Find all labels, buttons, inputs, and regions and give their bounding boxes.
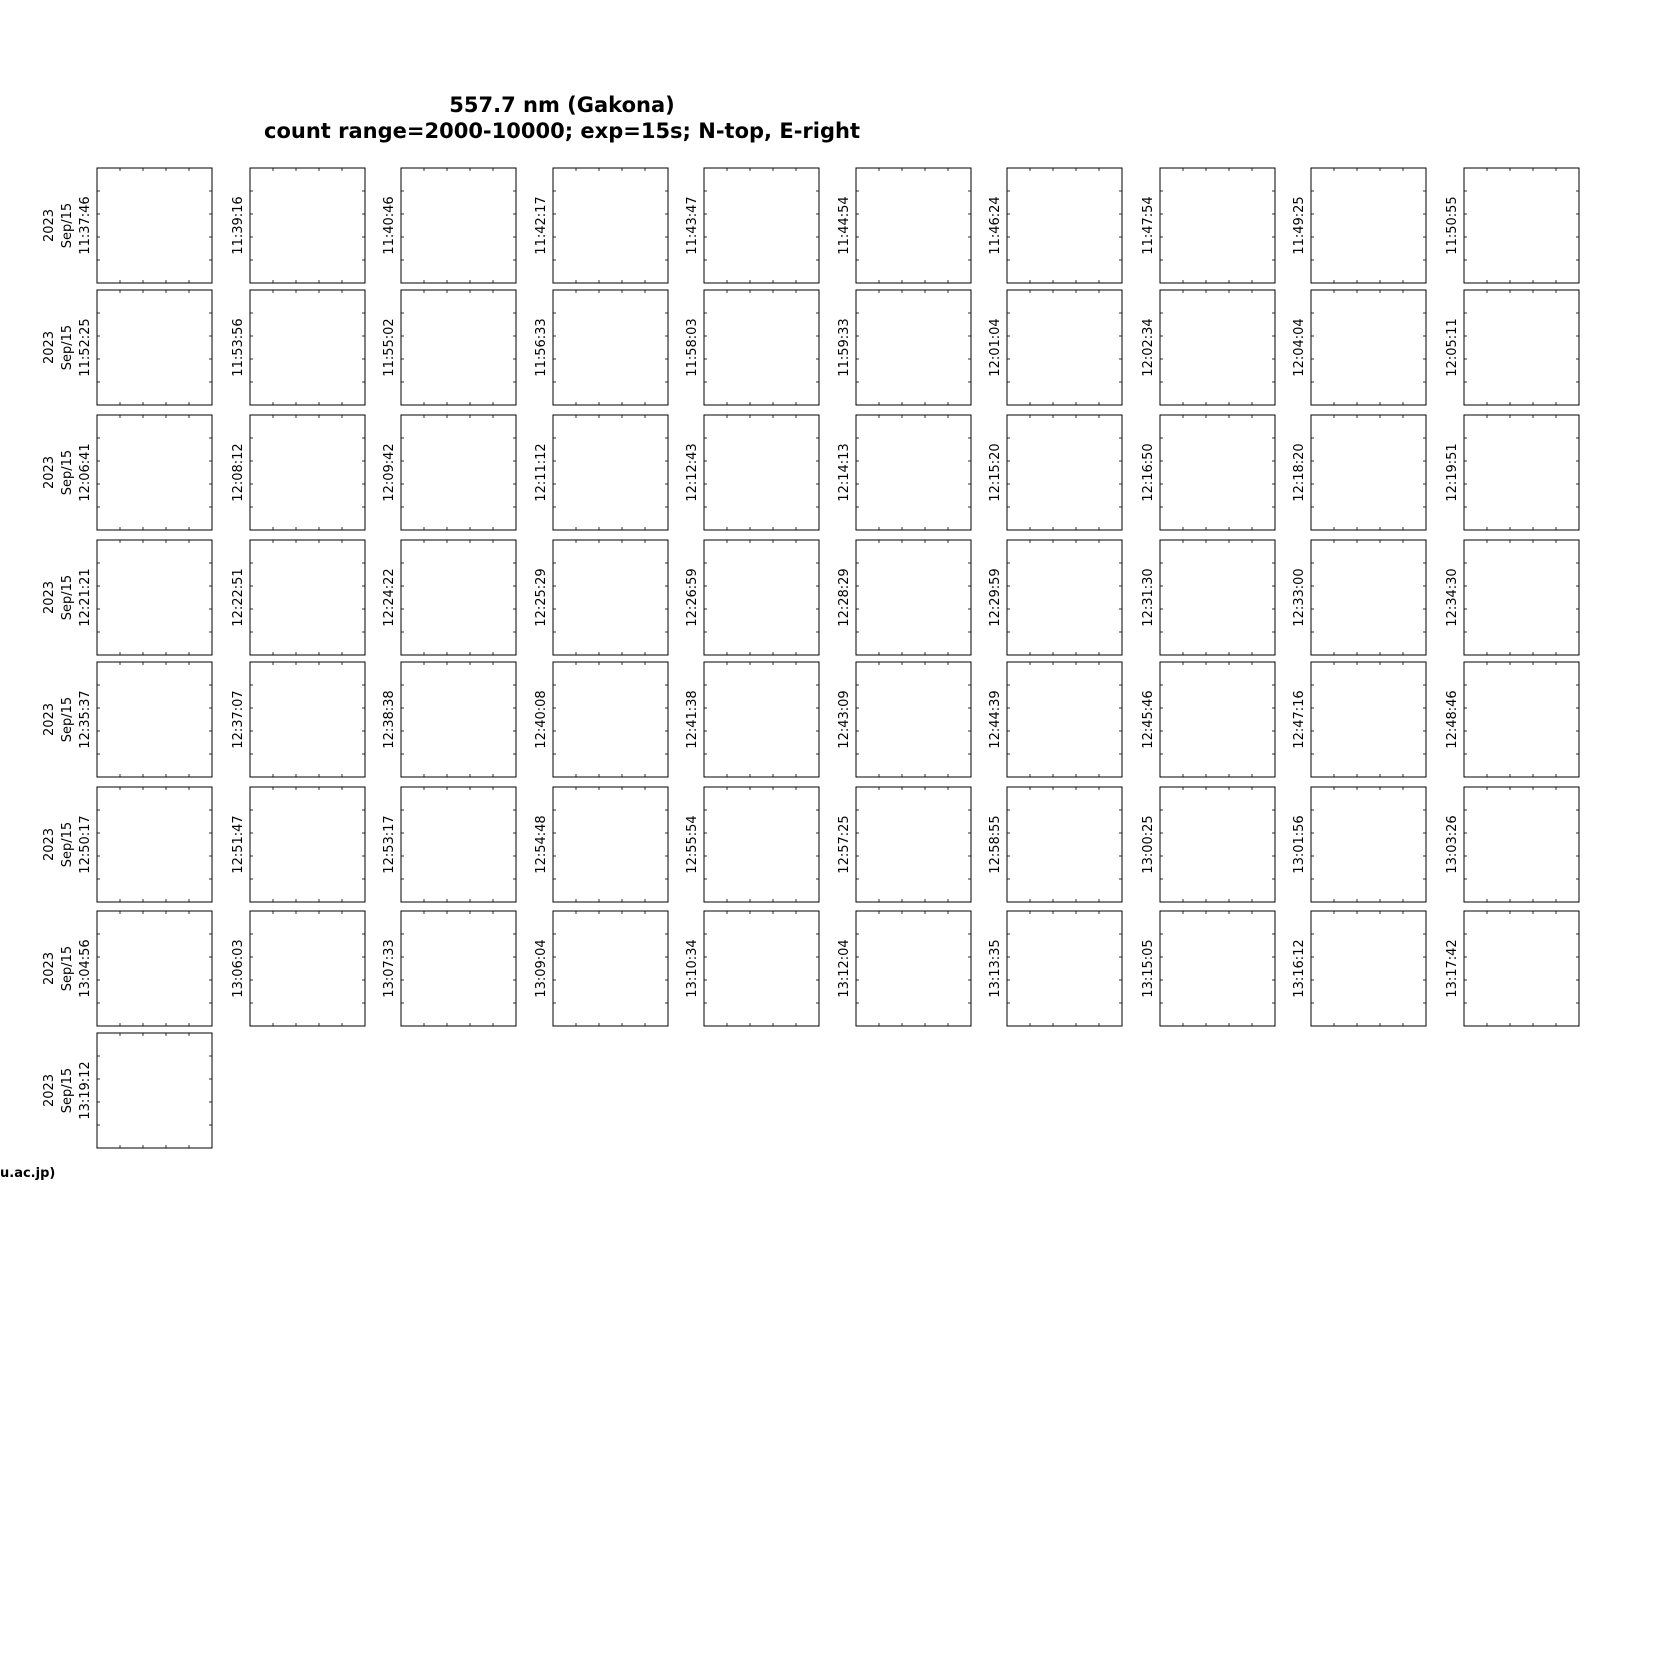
panel-frame	[401, 787, 516, 902]
panel-time-label: 11:43:47	[685, 196, 700, 255]
panel-frame	[250, 787, 365, 902]
image-panel	[1141, 911, 1275, 1026]
image-panel	[837, 540, 971, 655]
panel-time-label: 12:45:46	[1141, 690, 1156, 749]
image-panel	[685, 290, 819, 405]
image-panel	[42, 787, 212, 902]
image-panel	[231, 415, 365, 530]
image-panel	[685, 911, 819, 1026]
panel-time-label: 11:59:33	[837, 318, 852, 377]
panel-time-label: 11:40:46	[382, 196, 397, 255]
image-panel	[1445, 911, 1579, 1026]
panel-time-label: 11:47:54	[1141, 196, 1156, 255]
panel-time-label: 13:17:42	[1445, 939, 1460, 998]
image-panel	[1292, 787, 1426, 902]
image-panel	[231, 290, 365, 405]
panel-frame	[553, 662, 668, 777]
image-panel	[1445, 540, 1579, 655]
panel-date-label: Sep/15	[60, 324, 75, 371]
panel-frame	[401, 415, 516, 530]
image-panel	[837, 787, 971, 902]
image-panel	[1141, 662, 1275, 777]
panel-time-label: 12:15:20	[988, 443, 1003, 502]
panel-time-label: 11:49:25	[1292, 196, 1307, 255]
panel-frame	[704, 662, 819, 777]
panel-time-label: 12:35:37	[78, 690, 93, 749]
panel-frame	[401, 540, 516, 655]
image-panel	[988, 787, 1122, 902]
panel-time-label: 13:00:25	[1141, 815, 1156, 874]
panel-time-label: 12:12:43	[685, 443, 700, 502]
panel-frame	[704, 911, 819, 1026]
panel-frame	[704, 540, 819, 655]
image-panel	[1292, 415, 1426, 530]
panel-frame	[856, 415, 971, 530]
panel-time-label: 11:56:33	[534, 318, 549, 377]
panel-time-label: 12:48:46	[1445, 690, 1460, 749]
panel-time-label: 12:05:11	[1445, 318, 1460, 377]
image-panel	[1141, 168, 1275, 283]
panel-time-label: 12:21:21	[78, 568, 93, 627]
panel-frame	[553, 911, 668, 1026]
panel-time-label: 13:04:56	[78, 939, 93, 998]
panel-time-label: 13:01:56	[1292, 815, 1307, 874]
panel-time-label: 12:44:39	[988, 690, 1003, 749]
panel-frame	[97, 168, 212, 283]
panel-frame	[856, 290, 971, 405]
panel-frame	[401, 290, 516, 405]
panel-year-label: 2023	[42, 1073, 57, 1108]
panel-year-label: 2023	[42, 827, 57, 862]
panel-year-label: 2023	[42, 951, 57, 986]
image-panel	[42, 911, 212, 1026]
panel-frame	[97, 540, 212, 655]
panel-time-label: 11:39:16	[231, 196, 246, 255]
panel-time-label: 12:26:59	[685, 568, 700, 627]
panel-frame	[97, 290, 212, 405]
image-panel	[685, 787, 819, 902]
chart-subtitle: count range=2000-10000; exp=15s; N-top, E-right	[264, 119, 860, 143]
panel-time-label: 12:28:29	[837, 568, 852, 627]
panel-frame	[1160, 787, 1275, 902]
panel-time-label: 13:09:04	[534, 939, 549, 998]
image-panel	[1292, 911, 1426, 1026]
image-panel	[1292, 168, 1426, 283]
image-panel	[1445, 787, 1579, 902]
image-panel	[231, 540, 365, 655]
panel-frame	[97, 662, 212, 777]
image-panel	[1141, 415, 1275, 530]
image-panel	[837, 415, 971, 530]
panel-time-label: 12:08:12	[231, 443, 246, 502]
image-panel	[1292, 540, 1426, 655]
image-panel	[534, 662, 668, 777]
panel-time-label: 11:58:03	[685, 318, 700, 377]
panel-frame	[1007, 787, 1122, 902]
panel-time-label: 12:14:13	[837, 443, 852, 502]
panel-frame	[553, 290, 668, 405]
panel-frame	[1160, 540, 1275, 655]
panel-date-label: Sep/15	[60, 945, 75, 992]
panel-year-label: 2023	[42, 330, 57, 365]
panel-frame	[1007, 911, 1122, 1026]
panel-frame	[1311, 540, 1426, 655]
panel-time-label: 12:40:08	[534, 690, 549, 749]
panel-frame	[1311, 787, 1426, 902]
panel-frame	[704, 787, 819, 902]
panel-time-label: 12:41:38	[685, 690, 700, 749]
panel-frame	[97, 415, 212, 530]
panel-frame	[1464, 415, 1579, 530]
panel-time-label: 11:53:56	[231, 318, 246, 377]
image-panel	[42, 1033, 212, 1148]
panel-frame	[1160, 290, 1275, 405]
panel-time-label: 13:06:03	[231, 939, 246, 998]
image-panel	[685, 662, 819, 777]
panel-year-label: 2023	[42, 455, 57, 490]
panel-frame	[401, 911, 516, 1026]
image-panel	[534, 787, 668, 902]
image-panel	[1445, 415, 1579, 530]
image-panel	[1141, 290, 1275, 405]
image-panel	[534, 168, 668, 283]
panel-frame	[1311, 168, 1426, 283]
image-panel	[1292, 662, 1426, 777]
panel-frame	[704, 168, 819, 283]
panel-frame	[1007, 540, 1122, 655]
image-panel	[1141, 787, 1275, 902]
panel-time-label: 12:04:04	[1292, 318, 1307, 377]
panel-time-label: 12:16:50	[1141, 443, 1156, 502]
panel-time-label: 12:47:16	[1292, 690, 1307, 749]
panel-frame	[1311, 415, 1426, 530]
panel-frame	[856, 911, 971, 1026]
image-panel	[42, 290, 212, 405]
panel-frame	[553, 540, 668, 655]
image-panel	[42, 168, 212, 283]
panel-frame	[553, 168, 668, 283]
panel-time-label: 12:53:17	[382, 815, 397, 874]
panel-date-label: Sep/15	[60, 449, 75, 496]
panel-time-label: 13:19:12	[78, 1061, 93, 1120]
panel-time-label: 13:07:33	[382, 939, 397, 998]
panel-time-label: 12:01:04	[988, 318, 1003, 377]
panel-frame	[856, 787, 971, 902]
panel-frame	[856, 540, 971, 655]
image-panel	[1445, 662, 1579, 777]
panel-frame	[856, 662, 971, 777]
panel-time-label: 13:13:35	[988, 939, 1003, 998]
panel-frame	[401, 168, 516, 283]
image-panel	[988, 662, 1122, 777]
image-panel	[685, 168, 819, 283]
image-panel	[382, 290, 516, 405]
panel-time-label: 13:16:12	[1292, 939, 1307, 998]
image-panel	[837, 168, 971, 283]
image-panel	[534, 290, 668, 405]
image-panel	[837, 290, 971, 405]
panel-year-label: 2023	[42, 580, 57, 615]
image-panel	[42, 662, 212, 777]
panel-frame	[1464, 787, 1579, 902]
panel-frame	[704, 415, 819, 530]
image-panel	[382, 540, 516, 655]
image-panel	[382, 168, 516, 283]
image-panel	[685, 540, 819, 655]
image-panel	[231, 787, 365, 902]
panel-frame	[1007, 662, 1122, 777]
panel-frame	[250, 662, 365, 777]
image-panel	[42, 415, 212, 530]
image-panel	[988, 415, 1122, 530]
panel-date-label: Sep/15	[60, 202, 75, 249]
panel-time-label: 12:54:48	[534, 815, 549, 874]
panel-date-label: Sep/15	[60, 821, 75, 868]
panel-time-label: 12:18:20	[1292, 443, 1307, 502]
panel-time-label: 12:19:51	[1445, 443, 1460, 502]
panel-frame	[250, 415, 365, 530]
panel-time-label: 12:51:47	[231, 815, 246, 874]
panel-time-label: 12:24:22	[382, 568, 397, 627]
panel-frame	[250, 540, 365, 655]
panel-frame	[1464, 662, 1579, 777]
image-panel	[685, 415, 819, 530]
panel-frame	[250, 168, 365, 283]
credit-text: u.ac.jp)	[0, 1166, 56, 1181]
panel-time-label: 12:31:30	[1141, 568, 1156, 627]
panel-time-label: 13:03:26	[1445, 815, 1460, 874]
image-panel	[382, 911, 516, 1026]
panel-frame	[1007, 290, 1122, 405]
panel-frame	[1007, 168, 1122, 283]
image-panel	[1445, 290, 1579, 405]
panel-frame	[1007, 415, 1122, 530]
panel-date-label: Sep/15	[60, 1067, 75, 1114]
panel-time-label: 13:10:34	[685, 939, 700, 998]
panel-frame	[1464, 911, 1579, 1026]
panel-frame	[856, 168, 971, 283]
panel-frame	[1464, 290, 1579, 405]
image-panel	[1445, 168, 1579, 283]
panel-frame	[250, 911, 365, 1026]
panel-time-label: 11:46:24	[988, 196, 1003, 255]
panel-year-label: 2023	[42, 702, 57, 737]
image-panel	[42, 540, 212, 655]
panel-time-label: 11:44:54	[837, 196, 852, 255]
panel-frame	[97, 1033, 212, 1148]
image-panel	[382, 415, 516, 530]
panel-time-label: 13:12:04	[837, 939, 852, 998]
panel-time-label: 12:57:25	[837, 815, 852, 874]
panel-frame	[97, 787, 212, 902]
image-panel	[1141, 540, 1275, 655]
image-panel	[231, 168, 365, 283]
image-panel	[1292, 290, 1426, 405]
image-panel	[837, 911, 971, 1026]
panel-time-label: 12:38:38	[382, 690, 397, 749]
image-panel	[534, 540, 668, 655]
panel-time-label: 12:22:51	[231, 568, 246, 627]
panel-time-label: 12:58:55	[988, 815, 1003, 874]
image-panel	[837, 662, 971, 777]
panel-time-label: 11:52:25	[78, 318, 93, 377]
panel-time-label: 12:55:54	[685, 815, 700, 874]
panel-frame	[553, 415, 668, 530]
image-panel	[534, 911, 668, 1026]
panel-time-label: 12:11:12	[534, 443, 549, 502]
image-panel	[988, 911, 1122, 1026]
panel-date-label: Sep/15	[60, 696, 75, 743]
panel-year-label: 2023	[42, 208, 57, 243]
image-panel	[534, 415, 668, 530]
panel-time-label: 11:37:46	[78, 196, 93, 255]
image-panel	[231, 662, 365, 777]
panel-frame	[1311, 290, 1426, 405]
panel-frame	[1160, 911, 1275, 1026]
panel-frame	[401, 662, 516, 777]
panel-frame	[1160, 168, 1275, 283]
panel-frame	[1160, 662, 1275, 777]
panel-time-label: 11:55:02	[382, 318, 397, 377]
panel-frame	[1160, 415, 1275, 530]
image-panel	[382, 787, 516, 902]
panel-frame	[97, 911, 212, 1026]
image-panel	[988, 540, 1122, 655]
panel-time-label: 12:37:07	[231, 690, 246, 749]
image-panel	[231, 911, 365, 1026]
panel-frame	[553, 787, 668, 902]
panel-time-label: 12:29:59	[988, 568, 1003, 627]
panel-frame	[1311, 911, 1426, 1026]
image-panel	[988, 290, 1122, 405]
image-panel	[988, 168, 1122, 283]
panel-frame	[250, 290, 365, 405]
panel-time-label: 12:43:09	[837, 690, 852, 749]
chart-title: 557.7 nm (Gakona)	[449, 93, 675, 117]
panel-time-label: 12:09:42	[382, 443, 397, 502]
panel-time-label: 12:50:17	[78, 815, 93, 874]
panel-frame	[704, 290, 819, 405]
panel-frame	[1464, 168, 1579, 283]
panel-frame	[1311, 662, 1426, 777]
panel-time-label: 11:42:17	[534, 196, 549, 255]
panel-time-label: 12:25:29	[534, 568, 549, 627]
panel-frame	[1464, 540, 1579, 655]
panel-time-label: 13:15:05	[1141, 939, 1156, 998]
panel-time-label: 12:06:41	[78, 443, 93, 502]
panel-time-label: 12:02:34	[1141, 318, 1156, 377]
panel-date-label: Sep/15	[60, 574, 75, 621]
panel-time-label: 12:34:30	[1445, 568, 1460, 627]
image-panel	[382, 662, 516, 777]
panel-time-label: 12:33:00	[1292, 568, 1307, 627]
panel-time-label: 11:50:55	[1445, 196, 1460, 255]
